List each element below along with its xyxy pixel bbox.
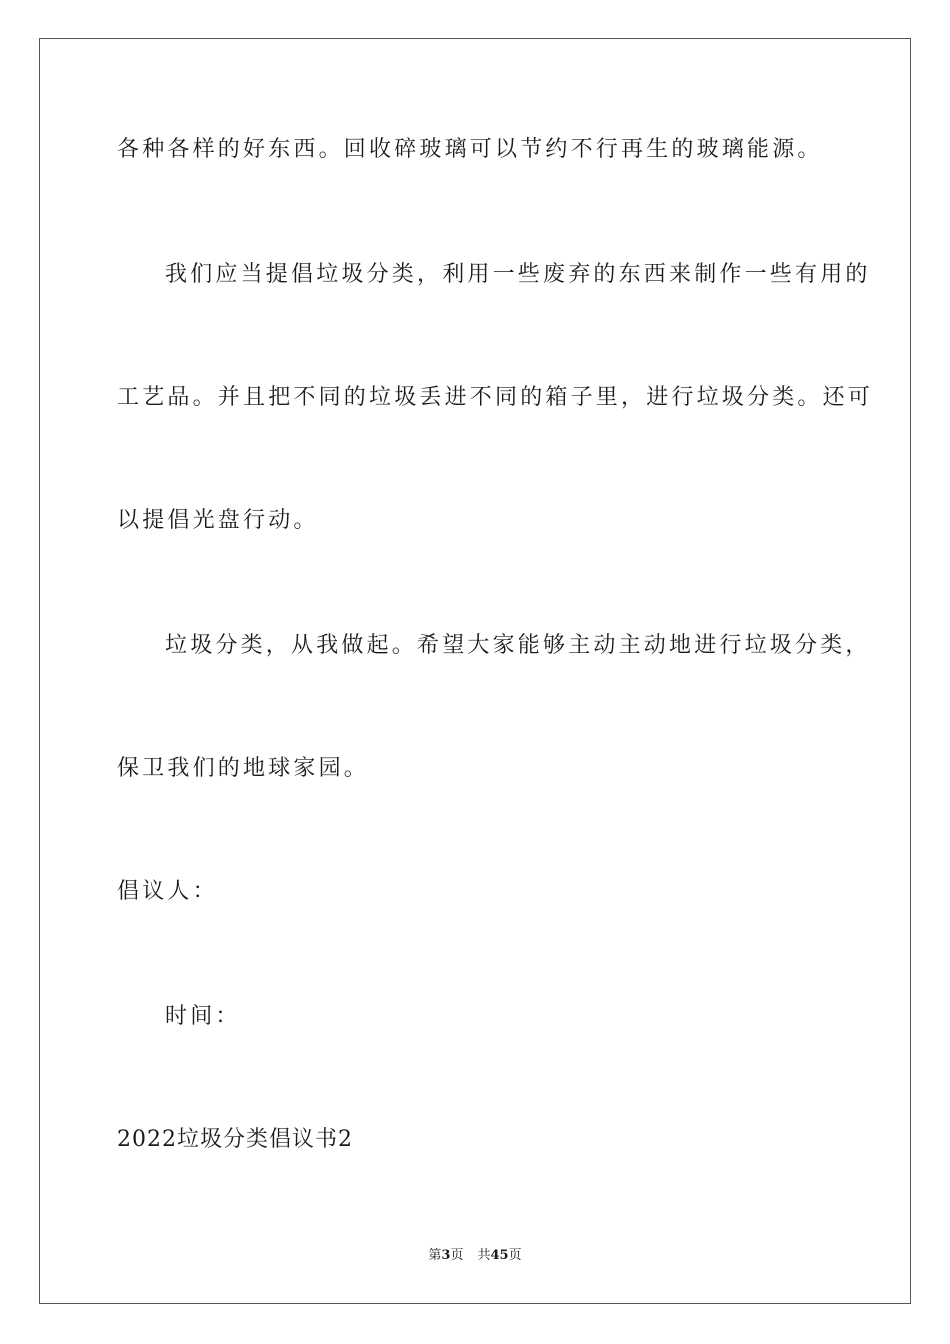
page-suffix: 页 bbox=[450, 1248, 464, 1263]
page-frame bbox=[39, 38, 911, 1304]
total-prefix: 共 bbox=[477, 1248, 491, 1263]
paragraph-line-1: 各种各样的好东西。回收碎玻璃可以节约不行再生的玻璃能源。 bbox=[117, 137, 823, 162]
page-footer bbox=[0, 1246, 950, 1266]
section-title: 2022垃圾分类倡议书2 bbox=[117, 1127, 353, 1152]
paragraph-line-2: 我们应当提倡垃圾分类，利用一些废弃的东西来制作一些有用的 bbox=[165, 262, 871, 287]
paragraph-line-3: 工艺品。并且把不同的垃圾丢进不同的箱子里，进行垃圾分类。还可 bbox=[117, 385, 874, 410]
date-label: 时间： bbox=[165, 1004, 241, 1029]
total-pages: 45 bbox=[490, 1248, 509, 1263]
total-suffix: 页 bbox=[508, 1248, 522, 1263]
proposer-label: 倡议人： bbox=[117, 879, 218, 904]
paragraph-line-6: 保卫我们的地球家园。 bbox=[117, 756, 370, 781]
page-prefix: 第 bbox=[428, 1248, 442, 1263]
paragraph-line-4: 以提倡光盘行动。 bbox=[117, 508, 319, 533]
paragraph-line-5: 垃圾分类，从我做起。希望大家能够主动主动地进行垃圾分类， bbox=[165, 633, 871, 658]
page-number: 3 bbox=[441, 1248, 451, 1263]
